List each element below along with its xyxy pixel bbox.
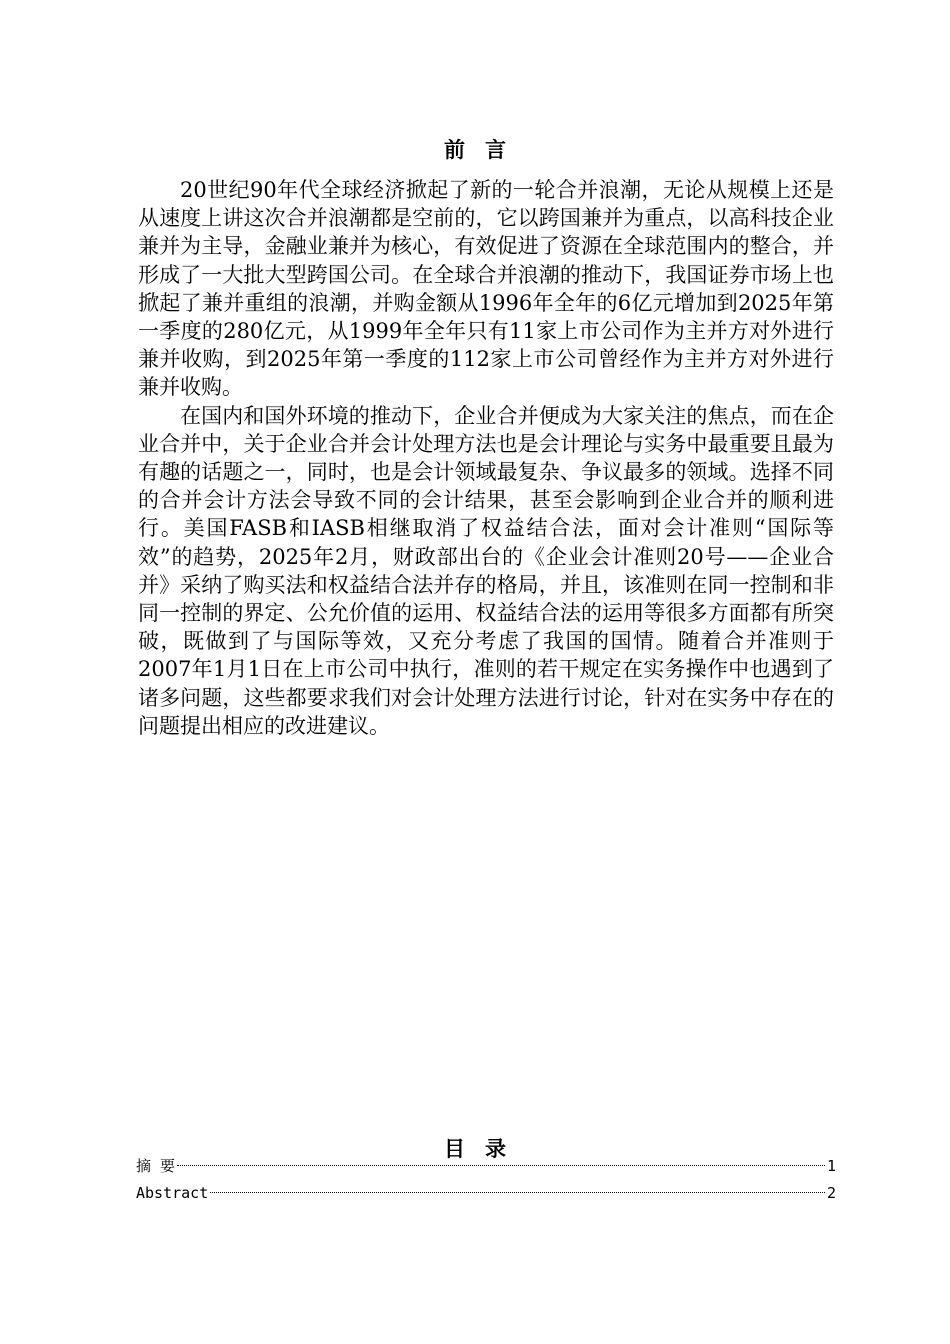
toc-entry-page: 1: [826, 1157, 836, 1175]
toc-entry-label: 摘 要: [136, 1157, 176, 1175]
toc-entry-abstract-en[interactable]: [136, 1180, 836, 1207]
toc-leader-dots: [177, 1165, 825, 1166]
preface-paragraph-1: 20世纪90年代全球经济掀起了新的一轮合并浪潮，无论从规模上还是从速度上讲这次合并浪潮都是空前的，它以跨国兼并为重点，以高科技企业兼并为主导，金融业兼并为核心，有效促进了资源在全球范围内的整合，并形成了一大批大型跨国公司。在全球合并浪潮的推动下，我国证券市场上也掀起了兼并重组的浪潮，并购金额从1996年全年的6亿元增加到2025年第一季度的280亿元，从1999年全年只有11家上市公司作为主并方对外进行兼并收购，到2025年第一季度的112家上市公司曾经作为主并方对外进行兼并收购。: [138, 178, 834, 400]
preface-paragraph-2: 在国内和国外环境的推动下，企业合并便成为大家关注的焦点，而在企业合并中，关于企业合并会计处理方法也是会计理论与实务中最重要且最为有趣的话题之一，同时，也是会计领域最复杂、争议最多的领域。选择不同的合并会计方法会导致不同的会计结果，甚至会影响到企业合并的顺利进行。美国FASB和IASB相继取消了权益结合法，面对会计准则“国际等效”的趋势，2025年2月，财政部出台的《企业会计准则20号——企业合并》采纳了购买法和权益结合法并存的格局，并且，该准则在同一控制和非同一控制的界定、公允价值的运用、权益结合法的运用等很多方面都有所突破，既做到了与国际等效，又充分考虑了我国的国情。随着合并准则于2007年1月1日在上市公司中执行，准则的若干规定在实务操作中也遇到了诸多问题，这些都要求我们对会计处理方法进行讨论，针对在实务中存在的问题提出相应的改进建议。: [138, 403, 834, 738]
toc-leader-dots: [210, 1192, 825, 1193]
toc-title: 目录: [444, 1136, 526, 1161]
toc-entry-page: 2: [826, 1184, 836, 1202]
toc-entry-label: Abstract: [136, 1184, 209, 1202]
toc-entry-abstract-cn[interactable]: [136, 1153, 836, 1180]
table-of-contents: [136, 1153, 836, 1207]
preface-title: 前言: [444, 137, 526, 162]
preface-body: [138, 176, 834, 740]
